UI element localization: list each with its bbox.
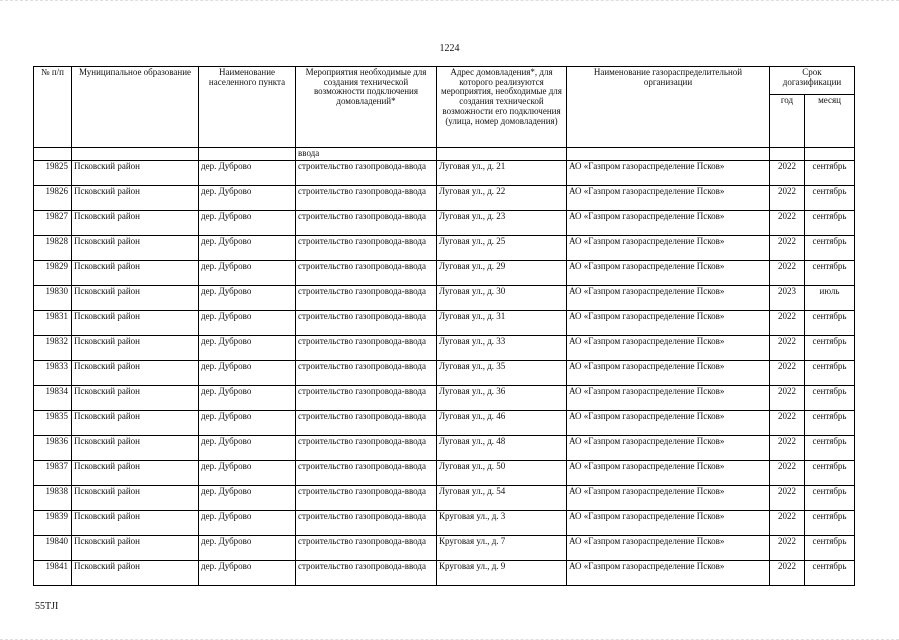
header-measures: Мероприятия необходимые для создания технической возможности подключения домовладений*: [296, 67, 437, 148]
cell-org: АО «Газпром газораспределение Псков»: [567, 210, 770, 235]
cell-address: Луговая ул., д. 29: [437, 260, 567, 285]
cell: [567, 148, 770, 161]
table-row: [34, 310, 855, 335]
cell-address: Луговая ул., д. 50: [437, 460, 567, 485]
cell-month: сентябрь: [805, 410, 855, 435]
cell-org: АО «Газпром газораспределение Псков»: [567, 310, 770, 335]
cell-month: сентябрь: [805, 360, 855, 385]
table-row: [34, 385, 855, 410]
cell-org: АО «Газпром газораспределение Псков»: [567, 235, 770, 260]
cell-month: сентябрь: [805, 560, 855, 585]
cell-measure: строительство газопровода-ввода: [296, 435, 437, 460]
table-row: [34, 460, 855, 485]
footer-code: 55TJI: [35, 601, 59, 612]
cell-settlement: дер. Дуброво: [199, 485, 296, 510]
cell-measure: строительство газопровода-ввода: [296, 460, 437, 485]
cell-settlement: дер. Дуброво: [199, 510, 296, 535]
cell-municipality: Псковский район: [72, 335, 199, 360]
cell: [770, 148, 805, 161]
cell-measure: строительство газопровода-ввода: [296, 410, 437, 435]
cell-month: сентябрь: [805, 185, 855, 210]
cell-month: сентябрь: [805, 260, 855, 285]
cell-num: 19841: [34, 560, 72, 585]
cell-month: июль: [805, 285, 855, 310]
cell-org: АО «Газпром газораспределение Псков»: [567, 560, 770, 585]
cell-municipality: Псковский район: [72, 260, 199, 285]
table-row: [34, 160, 855, 185]
cell-year: 2022: [770, 310, 805, 335]
cell-year: 2022: [770, 260, 805, 285]
cell-municipality: Псковский район: [72, 410, 199, 435]
table-header: [34, 67, 855, 148]
table-row: [34, 360, 855, 385]
cell-municipality: Псковский район: [72, 460, 199, 485]
cell-address: Луговая ул., д. 21: [437, 160, 567, 185]
cell-num: 19826: [34, 185, 72, 210]
cell-org: АО «Газпром газораспределение Псков»: [567, 260, 770, 285]
cell-municipality: Псковский район: [72, 485, 199, 510]
cell-settlement: дер. Дуброво: [199, 210, 296, 235]
cell-measure: строительство газопровода-ввода: [296, 285, 437, 310]
table-body: [34, 148, 855, 586]
cell-org: АО «Газпром газораспределение Псков»: [567, 335, 770, 360]
table-row: [34, 260, 855, 285]
cell-num: 19828: [34, 235, 72, 260]
cell-address: Луговая ул., д. 54: [437, 485, 567, 510]
table-row: [34, 335, 855, 360]
cell-month: сентябрь: [805, 210, 855, 235]
cell-num: 19834: [34, 385, 72, 410]
cell-settlement: дер. Дуброво: [199, 160, 296, 185]
cell-month: сентябрь: [805, 335, 855, 360]
cell-org: АО «Газпром газораспределение Псков»: [567, 535, 770, 560]
cell-municipality: Псковский район: [72, 210, 199, 235]
cell-settlement: дер. Дуброво: [199, 360, 296, 385]
cell-num: 19831: [34, 310, 72, 335]
scan-edge-top: [0, 0, 899, 9]
cell-year: 2022: [770, 235, 805, 260]
header-term: Срок догазификации: [770, 67, 855, 95]
cell-num: 19827: [34, 210, 72, 235]
cell-year: 2022: [770, 185, 805, 210]
header-org: Наименование газораспределительной организации: [567, 67, 770, 148]
cell-settlement: дер. Дуброво: [199, 460, 296, 485]
table-row: [34, 485, 855, 510]
cell-measure: строительство газопровода-ввода: [296, 485, 437, 510]
header-settlement: Наименование населенного пункта: [199, 67, 296, 148]
cell-address: Луговая ул., д. 31: [437, 310, 567, 335]
cell-address: Круговая ул., д. 7: [437, 535, 567, 560]
cell-municipality: Псковский район: [72, 360, 199, 385]
cell-num: 19833: [34, 360, 72, 385]
cell-year: 2022: [770, 460, 805, 485]
cell-settlement: дер. Дуброво: [199, 335, 296, 360]
cell-measure: строительство газопровода-ввода: [296, 310, 437, 335]
gasification-table: [33, 66, 855, 586]
cell-municipality: Псковский район: [72, 185, 199, 210]
cell-year: 2022: [770, 385, 805, 410]
cell-address: Луговая ул., д. 30: [437, 285, 567, 310]
cell-num: 19836: [34, 435, 72, 460]
cell-org: АО «Газпром газораспределение Псков»: [567, 435, 770, 460]
cell-address: Луговая ул., д. 46: [437, 410, 567, 435]
cell-municipality: Псковский район: [72, 435, 199, 460]
cell-address: Луговая ул., д. 23: [437, 210, 567, 235]
cell-num: 19839: [34, 510, 72, 535]
cell: [199, 148, 296, 161]
continuation-text: ввода: [296, 148, 437, 161]
cell-measure: строительство газопровода-ввода: [296, 235, 437, 260]
cell-measure: строительство газопровода-ввода: [296, 210, 437, 235]
cell-address: Луговая ул., д. 35: [437, 360, 567, 385]
cell: [805, 148, 855, 161]
cell-org: АО «Газпром газораспределение Псков»: [567, 360, 770, 385]
header-year: год: [770, 95, 805, 148]
cell-settlement: дер. Дуброво: [199, 185, 296, 210]
cell-num: 19829: [34, 260, 72, 285]
cell-address: Луговая ул., д. 25: [437, 235, 567, 260]
cell-address: Круговая ул., д. 3: [437, 510, 567, 535]
cell-num: 19832: [34, 335, 72, 360]
cell-settlement: дер. Дуброво: [199, 385, 296, 410]
cell-num: 19835: [34, 410, 72, 435]
cell-year: 2022: [770, 510, 805, 535]
table-row: [34, 510, 855, 535]
cell-num: 19825: [34, 160, 72, 185]
cell-settlement: дер. Дуброво: [199, 435, 296, 460]
cell: [437, 148, 567, 161]
cell-month: сентябрь: [805, 435, 855, 460]
cell-municipality: Псковский район: [72, 310, 199, 335]
cell-measure: строительство газопровода-ввода: [296, 385, 437, 410]
cell-num: 19837: [34, 460, 72, 485]
cell-measure: строительство газопровода-ввода: [296, 185, 437, 210]
cell-address: Луговая ул., д. 36: [437, 385, 567, 410]
cell-settlement: дер. Дуброво: [199, 310, 296, 335]
header-municipality: Муниципальное образование: [72, 67, 199, 148]
cell-settlement: дер. Дуброво: [199, 560, 296, 585]
cell-settlement: дер. Дуброво: [199, 235, 296, 260]
cell-month: сентябрь: [805, 160, 855, 185]
cell-measure: строительство газопровода-ввода: [296, 510, 437, 535]
cell-org: АО «Газпром газораспределение Псков»: [567, 410, 770, 435]
cell-month: сентябрь: [805, 485, 855, 510]
cell-measure: строительство газопровода-ввода: [296, 360, 437, 385]
cell-num: 19838: [34, 485, 72, 510]
table-row: [34, 560, 855, 585]
cell-year: 2022: [770, 210, 805, 235]
cell-measure: строительство газопровода-ввода: [296, 160, 437, 185]
cell-year: 2023: [770, 285, 805, 310]
scan-edge-bottom: [0, 631, 899, 640]
continuation-row: [34, 148, 855, 161]
cell-year: 2022: [770, 360, 805, 385]
cell-month: сентябрь: [805, 385, 855, 410]
cell-month: сентябрь: [805, 460, 855, 485]
cell-settlement: дер. Дуброво: [199, 260, 296, 285]
cell-settlement: дер. Дуброво: [199, 535, 296, 560]
table-row: [34, 435, 855, 460]
table-row: [34, 185, 855, 210]
cell-year: 2022: [770, 335, 805, 360]
cell-municipality: Псковский район: [72, 510, 199, 535]
table-row: [34, 210, 855, 235]
cell-measure: строительство газопровода-ввода: [296, 560, 437, 585]
cell-year: 2022: [770, 560, 805, 585]
cell-org: АО «Газпром газораспределение Псков»: [567, 485, 770, 510]
cell-municipality: Псковский район: [72, 385, 199, 410]
cell-settlement: дер. Дуброво: [199, 285, 296, 310]
cell-month: сентябрь: [805, 535, 855, 560]
cell-month: сентябрь: [805, 235, 855, 260]
cell-settlement: дер. Дуброво: [199, 410, 296, 435]
cell-address: Круговая ул., д. 9: [437, 560, 567, 585]
cell-num: 19840: [34, 535, 72, 560]
cell-year: 2022: [770, 435, 805, 460]
cell-month: сентябрь: [805, 510, 855, 535]
cell-municipality: Псковский район: [72, 285, 199, 310]
cell-org: АО «Газпром газораспределение Псков»: [567, 385, 770, 410]
cell-year: 2022: [770, 160, 805, 185]
cell-address: Луговая ул., д. 33: [437, 335, 567, 360]
cell-municipality: Псковский район: [72, 560, 199, 585]
cell-municipality: Псковский район: [72, 235, 199, 260]
cell-address: Луговая ул., д. 22: [437, 185, 567, 210]
cell-org: АО «Газпром газораспределение Псков»: [567, 185, 770, 210]
cell-municipality: Псковский район: [72, 535, 199, 560]
cell-month: сентябрь: [805, 310, 855, 335]
table-row: [34, 235, 855, 260]
table-row: [34, 535, 855, 560]
cell-year: 2022: [770, 410, 805, 435]
cell-measure: строительство газопровода-ввода: [296, 535, 437, 560]
cell-org: АО «Газпром газораспределение Псков»: [567, 460, 770, 485]
cell: [72, 148, 199, 161]
cell-org: АО «Газпром газораспределение Псков»: [567, 160, 770, 185]
cell-measure: строительство газопровода-ввода: [296, 335, 437, 360]
cell-municipality: Псковский район: [72, 160, 199, 185]
cell-org: АО «Газпром газораспределение Псков»: [567, 510, 770, 535]
cell-measure: строительство газопровода-ввода: [296, 260, 437, 285]
cell: [34, 148, 72, 161]
table-row: [34, 410, 855, 435]
header-num: № п/п: [34, 67, 72, 148]
page-number: 1224: [439, 43, 460, 54]
header-address: Адрес домовладения*, для которого реализуются мероприятия, необходимые для создания технической возможности его подключения (улица, номер домовладения): [437, 67, 567, 148]
table-row: [34, 285, 855, 310]
cell-year: 2022: [770, 535, 805, 560]
header-month: месяц: [805, 95, 855, 148]
cell-org: АО «Газпром газораспределение Псков»: [567, 285, 770, 310]
cell-year: 2022: [770, 485, 805, 510]
cell-address: Луговая ул., д. 48: [437, 435, 567, 460]
cell-num: 19830: [34, 285, 72, 310]
